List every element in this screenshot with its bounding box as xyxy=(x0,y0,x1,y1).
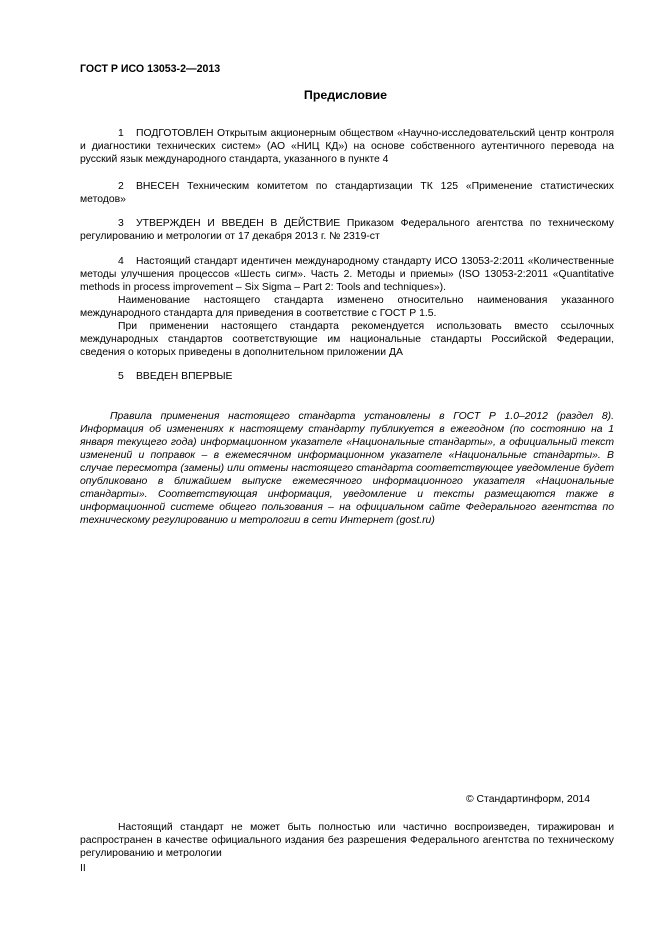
item-1 xyxy=(80,127,614,166)
item-4 xyxy=(80,255,614,359)
reproduction-notice-text: Настоящий стандарт не может быть полностью или частично воспроизведен, тиражирован и распространен в качестве официального издания без разрешения Федерального агентства по техническому регулированию и метрологии xyxy=(80,822,614,859)
item-1-number: 1 xyxy=(118,128,124,139)
item-2 xyxy=(80,180,614,206)
item-5-number: 5 xyxy=(118,371,124,382)
item-4-number: 4 xyxy=(118,256,124,267)
item-3 xyxy=(80,217,614,243)
page-number: II xyxy=(80,863,86,874)
item-2-text: ВНЕСЕН Техническим комитетом по стандартизации ТК 125 «Применение статистических методов» xyxy=(80,181,614,205)
item-5-text: ВВЕДЕН ВПЕРВЫЕ xyxy=(136,371,233,382)
document-id: ГОСТ Р ИСО 13053-2—2013 xyxy=(80,63,221,75)
item-3-number: 3 xyxy=(118,218,124,229)
item-5 xyxy=(80,370,614,383)
page-title: Предисловие xyxy=(303,88,388,102)
copyright: © Стандартинформ, 2014 xyxy=(466,794,591,805)
item-4-text: Настоящий стандарт идентичен международному стандарту ИСО 13053-2:2011 «Количественные методы улучшения процессов «Шесть сигм». Часть 2. Методы и приемы» (ISO 13053-2:2011 «Quantitative methods in process improvement – Six Sigma – Part 2: Tools and techniques»). xyxy=(80,256,614,293)
item-4-extra-2: При применении настоящего стандарта рекомендуется использовать вместо ссылочных международных стандартов соответствующие им национальные стандарты Российской Федерации, сведения о которых приведены в дополнительном приложении ДА xyxy=(80,321,614,358)
rules-note xyxy=(80,410,614,527)
reproduction-notice xyxy=(80,821,614,860)
item-1-text: ПОДГОТОВЛЕН Открытым акционерным обществом «Научно-исследовательский центр контроля и диагностики технических систем» (АО «НИЦ КД») на основе собственного аутентичного перевода на русский язык международного стандарта, указанного в пункте 4 xyxy=(80,128,614,165)
item-2-number: 2 xyxy=(118,181,124,192)
item-3-text: УТВЕРЖДЕН И ВВЕДЕН В ДЕЙСТВИЕ Приказом Федерального агентства по техническому регулированию и метрологии от 17 декабря 2013 г. № 2319-ст xyxy=(80,218,614,242)
rules-note-text: Правила применения настоящего стандарта установлены в ГОСТ Р 1.0–2012 (раздел 8). Информация об изменениях к настоящему стандарту публикуется в ежегодном (по состоянию на 1 января текущего года) информационном указателе «Национальные стандарты», а официальный текст изменений и поправок – в ежемесячном информационном указателе «Национальные стандарты». В случае пересмотра (замены) или отмены настоящего стандарта соответствующее уведомление будет опубликовано в ближайшем выпуске ежемесячного информационного указателя «Национальные стандарты». Соответствующая информация, уведомление и тексты размещаются также в информационной системе общего пользования – на официальном сайте Федерального агентства по техническому регулированию и метрологии в сети Интернет (gost.ru) xyxy=(80,411,614,526)
item-4-extra-1: Наименование настоящего стандарта изменено относительно наименования указанного международного стандарта для приведения в соответствие с ГОСТ Р 1.5. xyxy=(80,295,614,319)
